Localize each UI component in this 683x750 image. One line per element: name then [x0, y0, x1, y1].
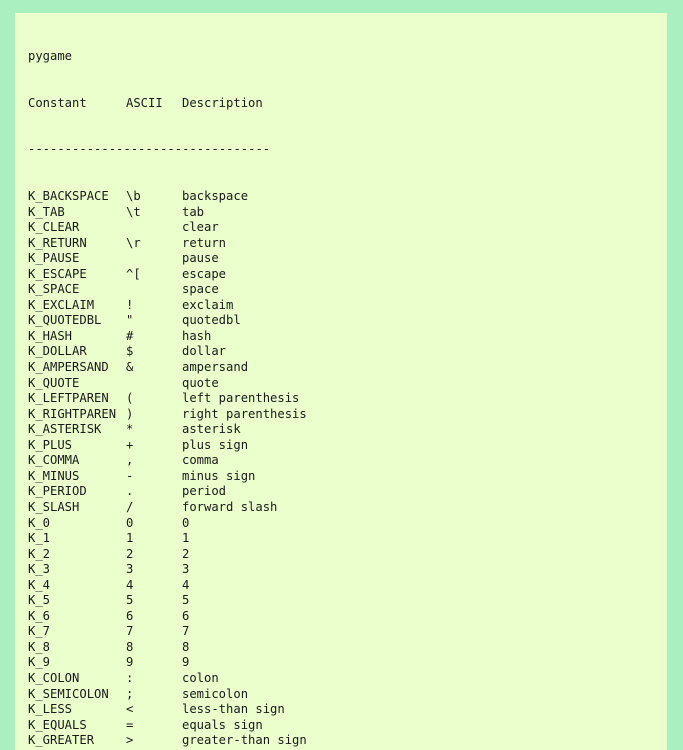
ascii-cell: $	[126, 344, 134, 359]
description-cell: quotedbl	[182, 313, 241, 328]
table-row	[28, 687, 307, 703]
table-row	[28, 189, 307, 205]
table-row	[28, 578, 307, 594]
constant-cell: K_LEFTPAREN	[28, 391, 109, 406]
table-row	[28, 407, 307, 423]
header-constant: Constant	[28, 95, 87, 110]
ascii-cell: \r	[126, 235, 141, 250]
constant-cell: K_SEMICOLON	[28, 686, 109, 701]
constant-cell: K_GREATER	[28, 733, 95, 748]
description-cell: period	[182, 484, 227, 499]
description-cell: ampersand	[182, 360, 249, 375]
description-cell: return	[182, 235, 227, 250]
table-row	[28, 702, 307, 718]
constant-cell: K_4	[28, 577, 51, 592]
description-cell: less-than sign	[182, 702, 285, 717]
description-cell: right parenthesis	[182, 406, 307, 421]
table-row	[28, 282, 307, 298]
description-cell: 5	[182, 593, 190, 608]
table-row	[28, 236, 307, 252]
constant-cell: K_MINUS	[28, 468, 80, 483]
ascii-cell: )	[126, 406, 134, 421]
constant-cell: K_DOLLAR	[28, 344, 87, 359]
table-row	[28, 640, 307, 656]
ascii-cell: #	[126, 328, 134, 343]
constant-cell: K_COLON	[28, 670, 80, 685]
constant-cell: K_5	[28, 593, 51, 608]
table-row	[28, 469, 307, 485]
ascii-cell: *	[126, 422, 134, 437]
table-row	[28, 547, 307, 563]
table-row	[28, 531, 307, 547]
document-panel	[15, 13, 667, 750]
constant-cell: K_3	[28, 562, 51, 577]
table-row	[28, 344, 307, 360]
table-row	[28, 267, 307, 283]
table-row	[28, 360, 307, 376]
constant-cell: K_HASH	[28, 328, 73, 343]
ascii-cell: 2	[126, 546, 134, 561]
ascii-cell: -	[126, 468, 134, 483]
table-row	[28, 453, 307, 469]
table-row	[28, 671, 307, 687]
ascii-cell: &	[126, 360, 134, 375]
header-separator: ---------------------------------	[28, 142, 271, 157]
ascii-cell: 6	[126, 608, 134, 623]
description-cell: clear	[182, 220, 219, 235]
header-description: Description	[182, 95, 263, 110]
description-cell: 6	[182, 608, 190, 623]
constant-cell: K_SLASH	[28, 499, 80, 514]
ascii-cell: :	[126, 670, 134, 685]
table-row	[28, 329, 307, 345]
constant-cell: K_PAUSE	[28, 251, 80, 266]
constant-cell: K_QUOTE	[28, 375, 80, 390]
constant-cell: K_TAB	[28, 204, 65, 219]
ascii-cell: 0	[126, 515, 134, 530]
description-cell: tab	[182, 204, 205, 219]
description-cell: space	[182, 282, 219, 297]
ascii-cell: 4	[126, 577, 134, 592]
constant-cell: K_PLUS	[28, 437, 73, 452]
ascii-cell: 3	[126, 562, 134, 577]
constant-cell: K_CLEAR	[28, 220, 80, 235]
ascii-cell: (	[126, 391, 134, 406]
constant-cell: K_LESS	[28, 702, 73, 717]
constant-cell: K_QUOTEDBL	[28, 313, 102, 328]
ascii-cell: ^[	[126, 266, 141, 281]
description-cell: escape	[182, 266, 227, 281]
table-row	[28, 624, 307, 640]
table-row	[28, 500, 307, 516]
table-row	[28, 562, 307, 578]
constant-cell: K_2	[28, 546, 51, 561]
table-row	[28, 391, 307, 407]
table-row	[28, 733, 307, 749]
table-row	[28, 484, 307, 500]
description-cell: 8	[182, 639, 190, 654]
description-cell: hash	[182, 328, 212, 343]
description-cell: pause	[182, 251, 219, 266]
ascii-cell: >	[126, 733, 134, 748]
description-cell: comma	[182, 453, 219, 468]
ascii-cell: +	[126, 437, 134, 452]
table-row	[28, 220, 307, 236]
ascii-cell: ,	[126, 453, 134, 468]
table-header-row	[28, 96, 307, 112]
table-row	[28, 313, 307, 329]
constant-cell: K_7	[28, 624, 51, 639]
constant-cell: K_1	[28, 531, 51, 546]
description-cell: 2	[182, 546, 190, 561]
constant-cell: K_6	[28, 608, 51, 623]
ascii-cell: ;	[126, 686, 134, 701]
table-row	[28, 298, 307, 314]
description-cell: 0	[182, 515, 190, 530]
ascii-cell: 1	[126, 531, 134, 546]
ascii-cell: 5	[126, 593, 134, 608]
description-cell: dollar	[182, 344, 227, 359]
description-cell: quote	[182, 375, 219, 390]
table-row	[28, 251, 307, 267]
table-row	[28, 205, 307, 221]
description-cell: greater-than sign	[182, 733, 307, 748]
constant-cell: K_RETURN	[28, 235, 87, 250]
ascii-cell: =	[126, 717, 134, 732]
document-title: pygame	[28, 49, 73, 64]
ascii-cell: 8	[126, 639, 134, 654]
constant-cell: K_EQUALS	[28, 717, 87, 732]
description-cell: backspace	[182, 189, 249, 204]
table-row	[28, 718, 307, 734]
ascii-cell: .	[126, 484, 134, 499]
description-cell: 1	[182, 531, 190, 546]
table-row	[28, 593, 307, 609]
constant-cell: K_0	[28, 515, 51, 530]
constant-cell: K_AMPERSAND	[28, 360, 109, 375]
header-ascii: ASCII	[126, 95, 163, 110]
ascii-cell: <	[126, 702, 134, 717]
table-row	[28, 516, 307, 532]
description-cell: 4	[182, 577, 190, 592]
description-cell: forward slash	[182, 499, 278, 514]
description-cell: 9	[182, 655, 190, 670]
constant-cell: K_ESCAPE	[28, 266, 87, 281]
ascii-cell: \b	[126, 189, 141, 204]
ascii-cell: !	[126, 297, 134, 312]
ascii-cell: 7	[126, 624, 134, 639]
description-cell: exclaim	[182, 297, 234, 312]
constant-cell: K_BACKSPACE	[28, 189, 109, 204]
description-cell: colon	[182, 670, 219, 685]
description-cell: plus sign	[182, 437, 249, 452]
description-cell: minus sign	[182, 468, 256, 483]
description-cell: left parenthesis	[182, 391, 300, 406]
description-cell: 3	[182, 562, 190, 577]
constant-cell: K_8	[28, 639, 51, 654]
constant-cell: K_ASTERISK	[28, 422, 102, 437]
constant-cell: K_PERIOD	[28, 484, 87, 499]
table-body	[28, 189, 307, 750]
description-cell: asterisk	[182, 422, 241, 437]
table-row	[28, 422, 307, 438]
table-row	[28, 655, 307, 671]
constant-cell: K_SPACE	[28, 282, 80, 297]
constant-cell: K_RIGHTPAREN	[28, 406, 117, 421]
table-row	[28, 438, 307, 454]
ascii-cell: /	[126, 499, 134, 514]
constant-cell: K_EXCLAIM	[28, 297, 95, 312]
description-cell: 7	[182, 624, 190, 639]
table-row	[28, 609, 307, 625]
table-row	[28, 376, 307, 392]
ascii-cell: 9	[126, 655, 134, 670]
description-cell: equals sign	[182, 717, 263, 732]
description-cell: semicolon	[182, 686, 249, 701]
ascii-cell: \t	[126, 204, 141, 219]
constant-cell: K_9	[28, 655, 51, 670]
constant-cell: K_COMMA	[28, 453, 80, 468]
ascii-cell: "	[126, 313, 134, 328]
key-constants-table	[28, 18, 307, 750]
